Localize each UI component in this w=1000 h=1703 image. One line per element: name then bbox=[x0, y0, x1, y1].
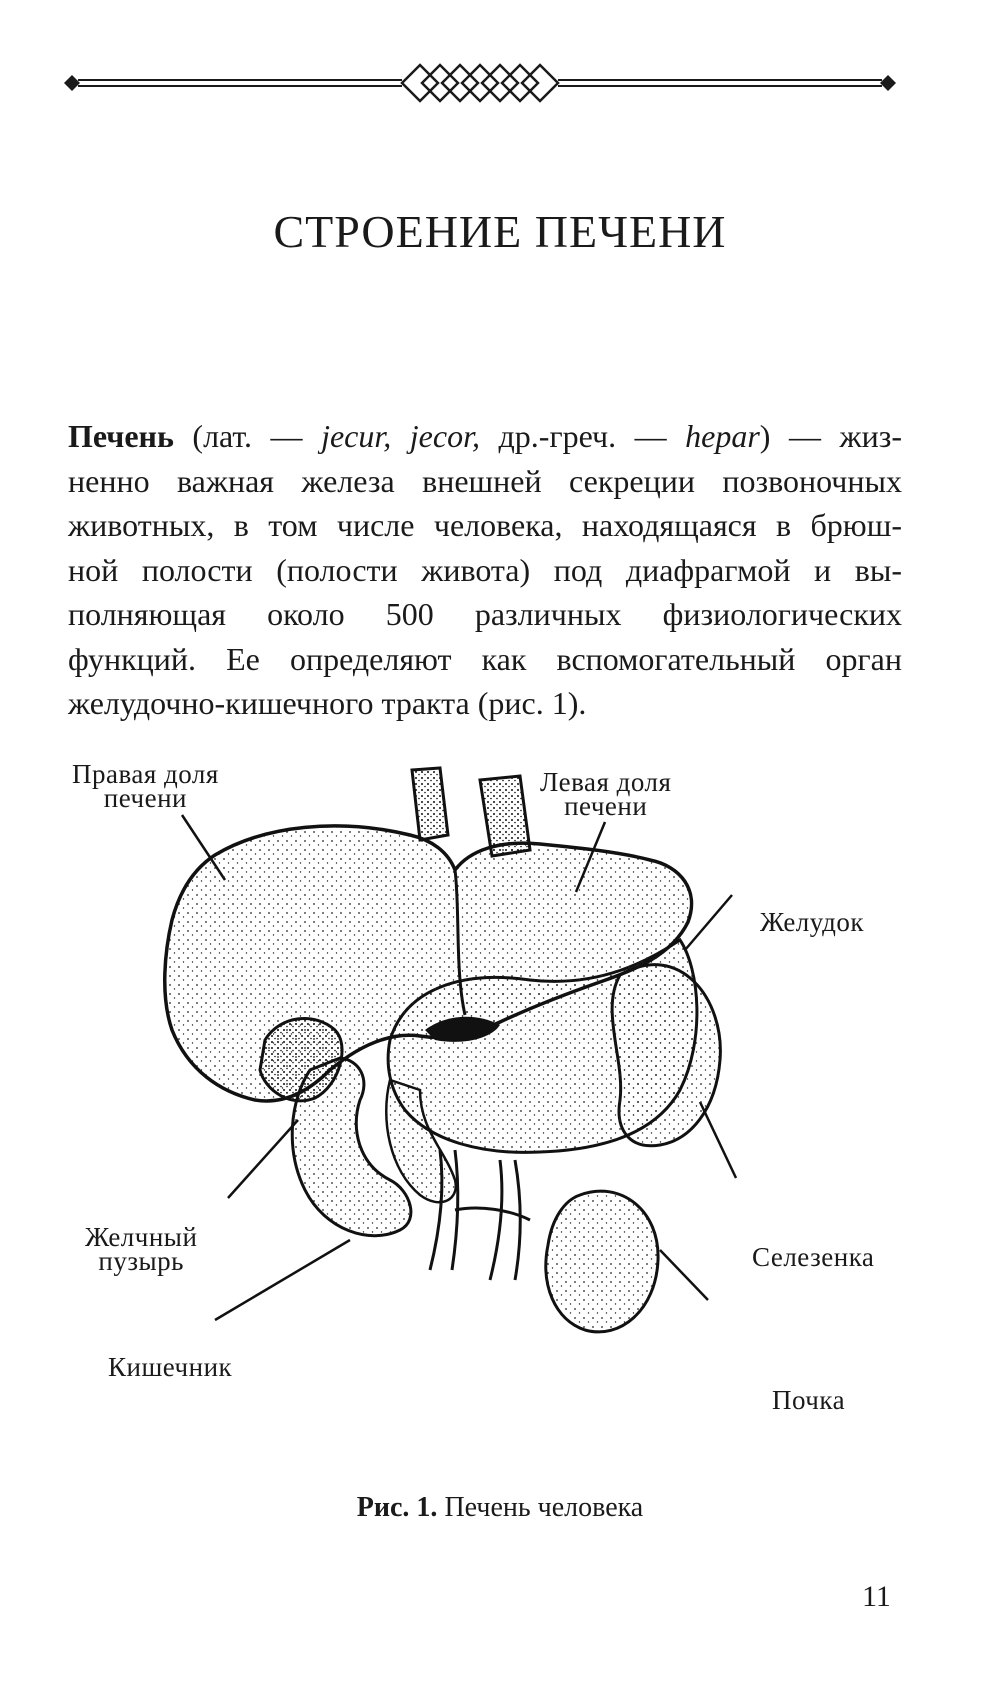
label-gallbladder: Желчный пузырь bbox=[85, 1222, 198, 1276]
paragraph-line-6: функций. Ее определяют как вспомогательный орган bbox=[68, 640, 902, 677]
paragraph-line-7: желудочно-кишечного тракта (рис. 1). bbox=[68, 685, 587, 721]
label-intestine: Кишечник bbox=[108, 1352, 233, 1382]
label-right-lobe: Правая доля печени bbox=[72, 759, 219, 813]
figure-caption: Рис. 1. Печень человека bbox=[356, 1492, 644, 1523]
paragraph-line-1: Печень (лат. — jecur, jecor, др.-греч. — hepar) — жиз- bbox=[68, 418, 903, 454]
ornamental-divider bbox=[62, 60, 898, 106]
intro-paragraph bbox=[68, 414, 902, 726]
label-left-lobe: Левая доля печени bbox=[540, 767, 672, 821]
label-spleen: Селезенка bbox=[752, 1242, 875, 1272]
page-number: 11 bbox=[862, 1580, 891, 1613]
label-kidney: Почка bbox=[772, 1385, 846, 1415]
page-title: СТРОЕНИЕ ПЕЧЕНИ bbox=[273, 206, 727, 257]
paragraph-line-4: ной полости (полости живота) под диафрагмой и вы- bbox=[68, 551, 902, 588]
kidney-shape bbox=[546, 1191, 658, 1332]
paragraph-line-3: животных, в том числе человека, находящаяся в брюш- bbox=[68, 507, 902, 543]
paragraph-line-5: полняющая около 500 различных физиологических bbox=[68, 596, 902, 632]
term-liver: Печень bbox=[68, 418, 174, 454]
liver-anatomy-figure bbox=[60, 740, 920, 1460]
paragraph-line-2: ненно важная железа внешней секреции позвоночных bbox=[68, 462, 902, 499]
label-stomach: Желудок bbox=[760, 907, 864, 937]
